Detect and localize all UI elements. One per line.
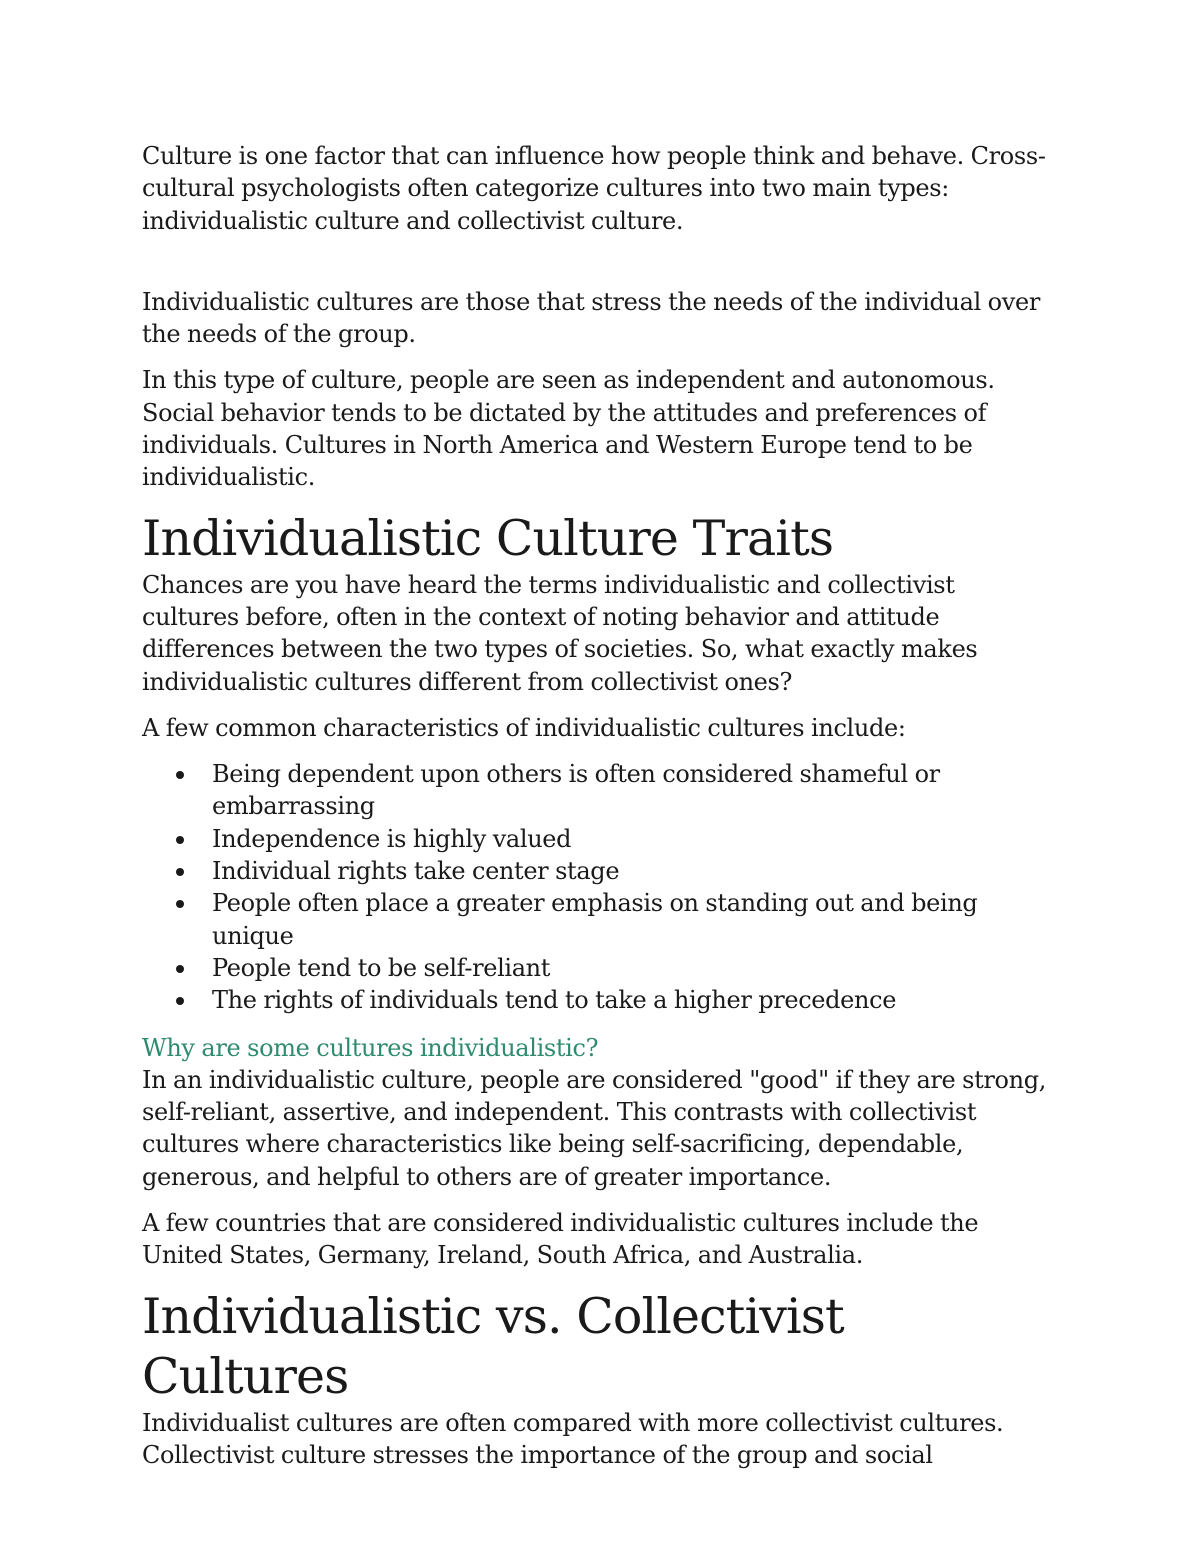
description-paragraph: In this type of culture, people are seen as independent and autonomous. Social behavior tends to be dictated by the attitudes and preferences of individuals. Cultures in North America and Western Europe tend to be individualistic.: [142, 366, 995, 492]
subheading-why: Why are some cultures individualistic?: [142, 1033, 599, 1062]
section-heading-comparison: Individualistic vs. Collectivist Cultures: [142, 1287, 844, 1405]
bullet-icon: [176, 965, 184, 973]
why-paragraph: In an individualistic culture, people are considered "good" if they are strong, self-reliant, assertive, and independent. This contrasts with collectivist cultures where characteristics like being self-sacrificing, dependable, generous, and helpful to others are of greater importance.: [142, 1065, 1047, 1191]
definition-paragraph: Individualistic cultures are those that stress the needs of the individual over the needs of the group.: [142, 287, 1040, 349]
section-heading-traits: Individualistic Culture Traits: [142, 509, 834, 567]
bullet-icon: [176, 900, 184, 908]
list-item: [142, 758, 1057, 823]
bullet-icon: [176, 771, 184, 779]
traits-list-intro: A few common characteristics of individualistic cultures include:: [142, 713, 906, 742]
comparison-paragraph: Individualist cultures are often compared with more collectivist cultures. Collectivist culture stresses the importance of the group and social: [142, 1408, 1004, 1469]
list-item-text: The rights of individuals tend to take a higher precedence: [212, 986, 897, 1015]
list-item: [142, 887, 1057, 952]
bullet-icon: [176, 997, 184, 1005]
list-item: [142, 952, 1057, 984]
bullet-icon: [176, 836, 184, 844]
countries-paragraph: A few countries that are considered individualistic cultures include the United States, Germany, Ireland, South Africa, and Australia.: [142, 1209, 979, 1270]
list-item-text: People tend to be self-reliant: [212, 953, 551, 982]
traits-list: [142, 758, 1057, 1016]
list-item-text: Being dependent upon others is often considered shameful or embarrassing: [212, 760, 940, 821]
list-item-text: Independence is highly valued: [212, 824, 572, 853]
intro-paragraph: Culture is one factor that can influence how people think and behave. Cross-cultural psychologists often categorize cultures into two main types: individualistic culture and collectivist culture.: [142, 142, 1046, 235]
bullet-icon: [176, 868, 184, 876]
list-item: [142, 984, 1057, 1016]
list-item-text: People often place a greater emphasis on standing out and being unique: [212, 889, 978, 950]
list-item: [142, 855, 1057, 887]
traits-intro-paragraph: Chances are you have heard the terms individualistic and collectivist cultures before, often in the context of noting behavior and attitude differences between the two types of societies. So, what exactly makes individualistic cultures different from collectivist ones?: [142, 570, 978, 696]
document-page: [142, 140, 1057, 1471]
list-item: [142, 823, 1057, 855]
list-item-text: Individual rights take center stage: [212, 857, 620, 886]
